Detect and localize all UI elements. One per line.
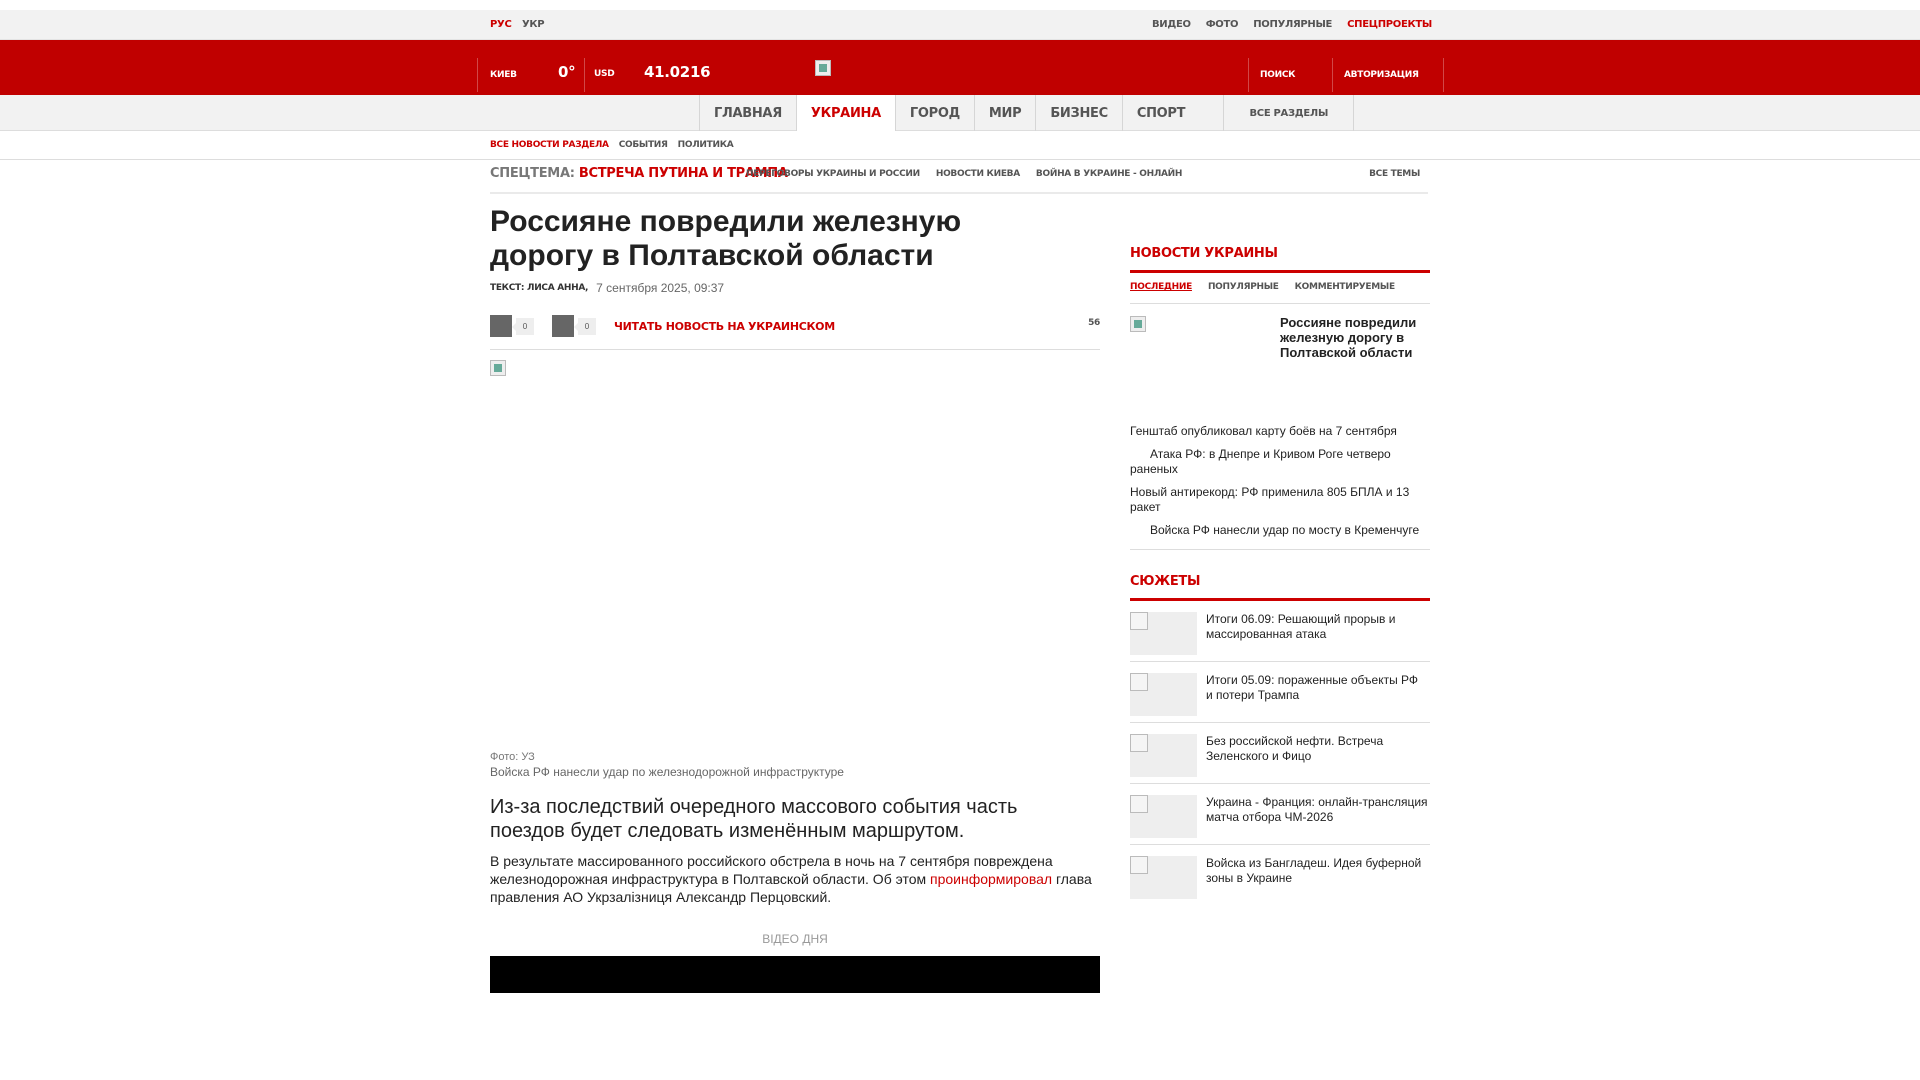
news-thumbnail-icon: [1130, 316, 1146, 332]
main-nav: [0, 95, 1920, 131]
plot-title[interactable]: Войска из Бангладеш. Идея буферной зоны в Украине: [1206, 856, 1422, 885]
article-lead: Из-за последствий очередного массового события часть поездов будет следовать изменённым маршрутом.: [490, 796, 1018, 842]
views-count: 56: [1088, 318, 1100, 328]
photo-caption: Войска РФ нанесли удар по железнодорожной инфраструктуре: [490, 765, 844, 779]
top-bar: [0, 10, 1920, 40]
header-divider: [477, 58, 478, 92]
plot-title[interactable]: Украина - Франция: онлайн-трансляция матча отбора ЧМ-2026: [1206, 795, 1428, 824]
site-header: [0, 40, 1920, 95]
share-count: 0: [516, 318, 534, 335]
header-divider: [1332, 58, 1333, 92]
subnav-all-news[interactable]: ВСЕ НОВОСТИ РАЗДЕЛА: [490, 140, 609, 150]
share-bar: [490, 311, 1100, 350]
plot-item[interactable]: [1130, 601, 1430, 662]
special-topic-prefix: СПЕЦТЕМА:: [490, 166, 575, 181]
plots-heading[interactable]: СЮЖЕТЫ: [1130, 568, 1430, 601]
subnav-politics[interactable]: ПОЛИТИКА: [677, 140, 734, 150]
nav-sport[interactable]: СПОРТ: [1136, 105, 1186, 121]
plot-thumbnail-icon: [1130, 612, 1197, 655]
news-item[interactable]: Генштаб опубликовал карту боёв на 7 сентября: [1130, 424, 1397, 438]
news-item[interactable]: Новый антирекорд: РФ применила 805 БПЛА и 13 ракет: [1130, 485, 1410, 514]
login-button[interactable]: АВТОРИЗАЦИЯ: [1344, 70, 1419, 80]
facebook-share-icon[interactable]: [490, 315, 512, 337]
ukraine-news-heading[interactable]: НОВОСТИ УКРАИНЫ: [1130, 240, 1430, 273]
plot-item[interactable]: [1130, 662, 1430, 723]
top-news-title[interactable]: Россияне повредили железную дорогу в Полтавской области: [1280, 315, 1417, 360]
top-links: [1152, 19, 1432, 30]
telegram-share-icon[interactable]: [552, 315, 574, 337]
temperature: 0°: [558, 63, 576, 81]
plot-title[interactable]: Итоги 05.09: пораженные объекты РФ и потери Трампа: [1206, 673, 1419, 702]
nav-business[interactable]: БИЗНЕС: [1036, 95, 1123, 131]
topic-negotiations-link[interactable]: ПЕРЕГОВОРЫ УКРАИНЫ И РОССИИ: [746, 169, 920, 179]
source-link[interactable]: проинформировал: [930, 871, 1053, 887]
article-body-text: В результате массированного российского обстрела в ночь на 7 сентября повреждена железнодорожная инфраструктура в Полтавской области. Об этом: [490, 853, 1053, 887]
article-meta: [490, 281, 1100, 295]
tab-latest[interactable]: ПОСЛЕДНИЕ: [1130, 282, 1192, 292]
video-of-day-label: ВІДЕО ДНЯ: [762, 932, 828, 946]
read-in-ukrainian-link[interactable]: ЧИТАТЬ НОВОСТЬ НА УКРАИНСКОМ: [614, 320, 835, 333]
news-tabs: [1130, 273, 1430, 304]
header-divider: [584, 58, 585, 92]
topic-war-online-link[interactable]: ВОЙНА В УКРАИНЕ - ОНЛАЙН: [1035, 169, 1183, 179]
nav-ukraine[interactable]: УКРАИНА: [797, 95, 896, 131]
plot-item[interactable]: [1130, 723, 1430, 784]
article-author[interactable]: ТЕКСТ: ЛИСА АННА,: [490, 283, 589, 293]
plot-title[interactable]: Итоги 06.09: Решающий прорыв и массированная атака: [1206, 612, 1396, 641]
article-title: Россияне повредили железную дорогу в Полтавской области: [490, 205, 962, 272]
plot-thumbnail-icon: [1130, 734, 1197, 777]
special-topic-link[interactable]: ВСТРЕЧА ПУТИНА И ТРАМПА: [578, 166, 788, 181]
photo-link[interactable]: ФОТО: [1205, 19, 1239, 30]
video-link[interactable]: ВИДЕО: [1151, 19, 1191, 30]
topic-kyiv-news-link[interactable]: НОВОСТИ КИЕВА: [935, 169, 1020, 179]
currency-rate: 41.0216: [644, 63, 711, 81]
top-news-item[interactable]: [1130, 304, 1430, 424]
video-player[interactable]: [490, 956, 1100, 993]
share-count: 0: [578, 318, 596, 335]
article-body-text: глава правления АО Укрзалізниця Александр Перцовский.: [490, 871, 1092, 905]
sidebar: [1130, 240, 1430, 906]
plot-item[interactable]: [1130, 784, 1430, 845]
article: [490, 205, 1100, 946]
header-divider: [1443, 58, 1444, 92]
currency-label: USD: [594, 69, 615, 79]
nav-all-sections[interactable]: ВСЕ РАЗДЕЛЫ: [1223, 95, 1353, 131]
tab-popular[interactable]: ПОПУЛЯРНЫЕ: [1207, 282, 1279, 292]
plot-thumbnail-icon: [1130, 673, 1197, 716]
news-item[interactable]: Атака РФ: в Днепре и Кривом Роге четверо раненых: [1130, 447, 1391, 476]
sub-nav: [0, 131, 1920, 160]
header-divider: [1248, 58, 1249, 92]
sidebar-divider: [1130, 549, 1430, 550]
nav-world[interactable]: МИР: [975, 95, 1036, 131]
popular-link[interactable]: ПОПУЛЯРНЫЕ: [1253, 19, 1333, 30]
article-date: 7 сентября 2025, 09:37: [596, 281, 725, 295]
search-button[interactable]: ПОИСК: [1260, 70, 1296, 80]
plot-thumbnail-icon: [1130, 795, 1197, 838]
lang-ru-link[interactable]: РУС: [490, 19, 512, 30]
special-topic-label: [490, 166, 788, 181]
news-item[interactable]: Войска РФ нанесли удар по мосту в Кременчуге: [1150, 523, 1420, 537]
article-body: [490, 852, 1100, 906]
plot-item[interactable]: [1130, 845, 1430, 906]
specprojects-link[interactable]: СПЕЦПРОЕКТЫ: [1347, 19, 1432, 30]
plot-title[interactable]: Без российской нефти. Встреча Зеленского и Фицо: [1206, 734, 1384, 763]
special-topics-bar: [490, 160, 1428, 194]
plot-thumbnail-icon: [1130, 856, 1197, 899]
nav-main[interactable]: ГЛАВНАЯ: [700, 95, 797, 131]
nav-city[interactable]: ГОРОД: [896, 95, 975, 131]
subnav-events[interactable]: СОБЫТИЯ: [618, 140, 668, 150]
site-logo-icon[interactable]: [815, 60, 831, 76]
lang-ua-link[interactable]: УКР: [522, 19, 545, 30]
all-topics-link[interactable]: ВСЕ ТЕМЫ: [1369, 169, 1420, 179]
city-label: КИЕВ: [490, 70, 517, 80]
article-photo-icon: [490, 360, 506, 376]
tab-commented[interactable]: КОММЕНТИРУЕМЫЕ: [1294, 282, 1395, 292]
photo-credit: Фото: УЗ: [490, 751, 535, 763]
